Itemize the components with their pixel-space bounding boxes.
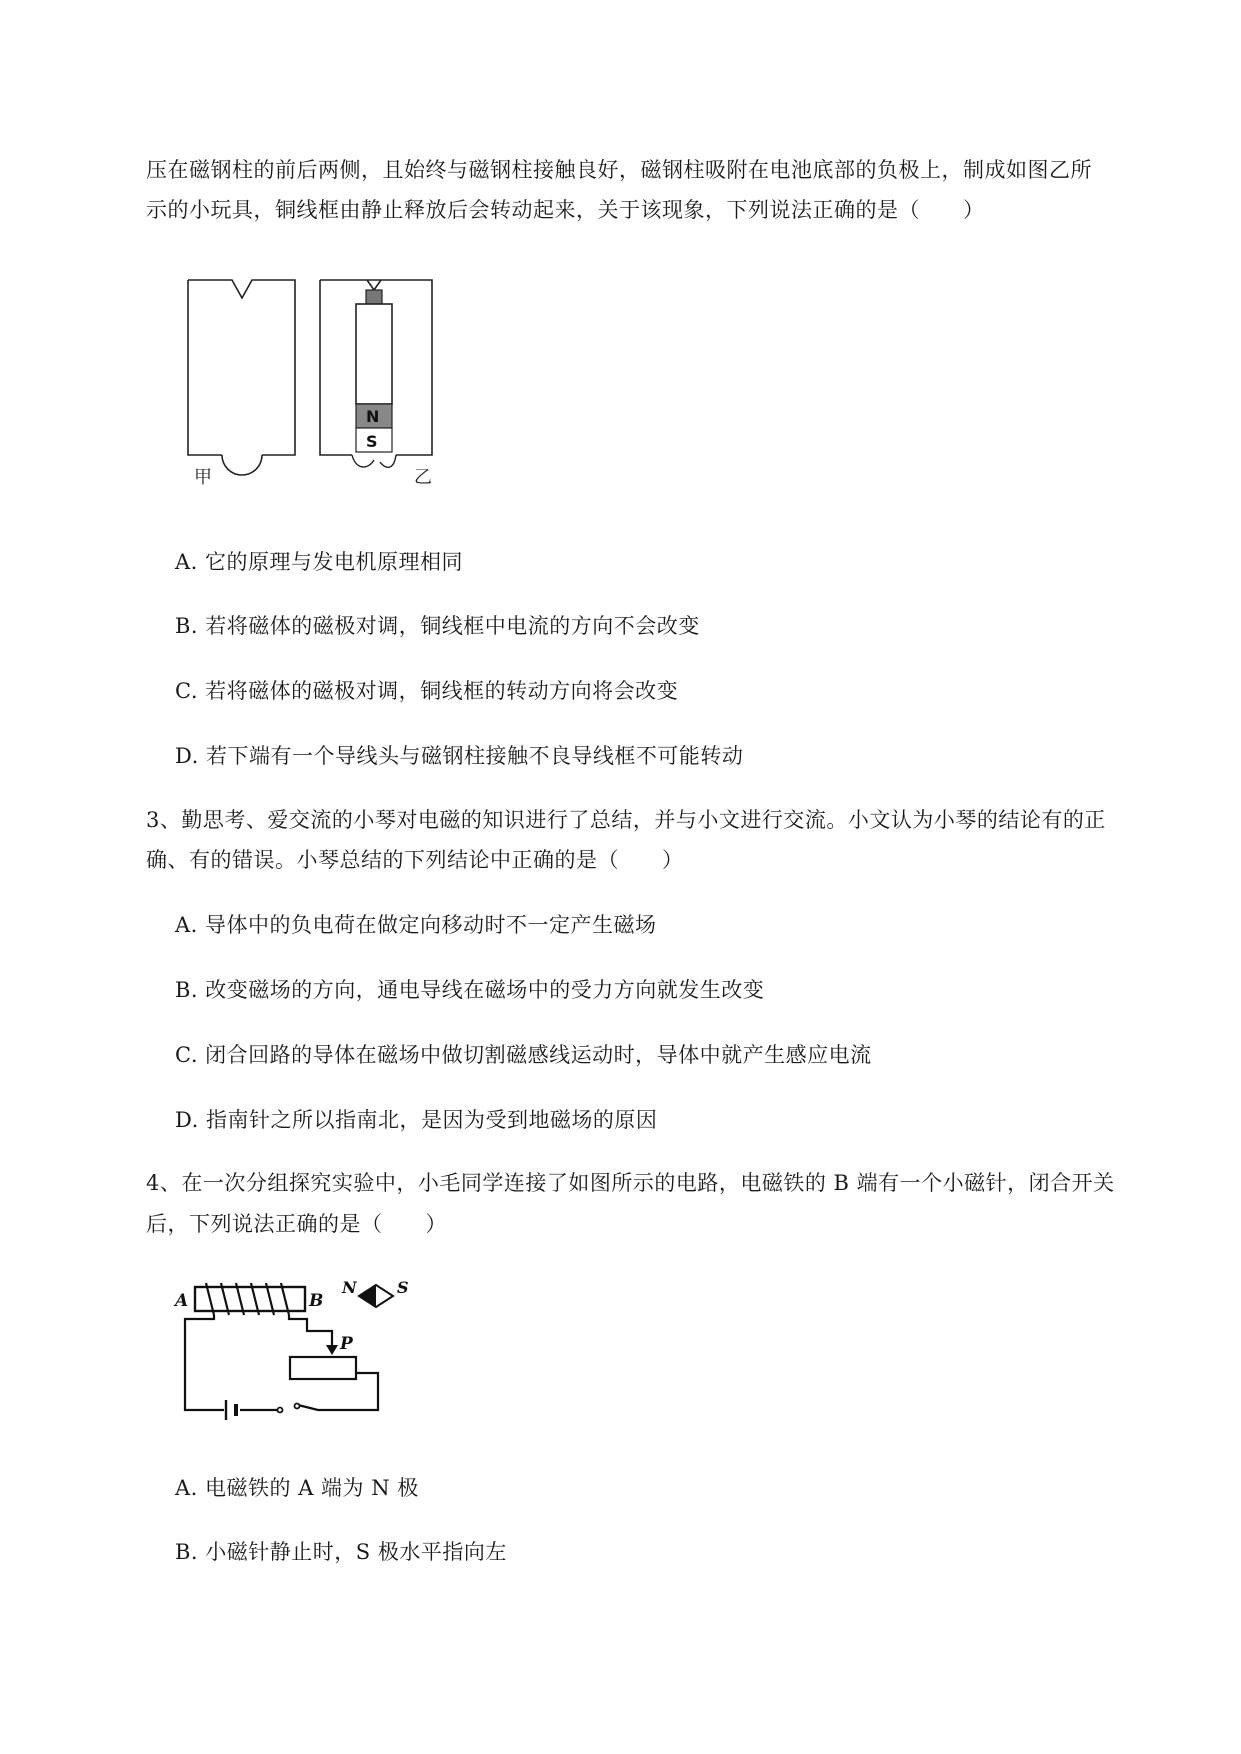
- q4-circuit-figure: [170, 1275, 440, 1430]
- q3-option-b: B. 改变磁场的方向，通电导线在磁场中的受力方向就发生改变: [175, 978, 765, 1002]
- magnet-s-label: S: [366, 432, 378, 451]
- magnet-n-label: N: [366, 407, 380, 426]
- battery-body: [356, 304, 392, 404]
- switch-contact: [295, 1404, 300, 1409]
- figure-jia-label: 甲: [194, 467, 212, 488]
- switch-pivot: [278, 1408, 283, 1413]
- figure-yi-label: 乙: [414, 467, 432, 488]
- figure-jia-frame: [188, 280, 295, 475]
- q3-option-c: C. 闭合回路的导体在磁场中做切割磁感线运动时，导体中就产生感应电流: [175, 1043, 872, 1067]
- q2-stem-line1: 压在磁钢柱的前后两侧，且始终与磁钢柱接触良好，磁钢柱吸附在电池底部的负极上，制成如图乙所: [146, 158, 1092, 182]
- q2-figure: [180, 270, 460, 495]
- needle-label-s: S: [397, 1278, 409, 1297]
- rheostat: [290, 1357, 356, 1379]
- coil-label-b: B: [309, 1291, 324, 1311]
- q2-option-d: D. 若下端有一个导线头与磁钢柱接触不良导线框不可能转动: [175, 744, 744, 768]
- q2-stem-line2: 示的小玩具，铜线框由静止释放后会转动起来，关于该现象，下列说法正确的是（ ）: [146, 198, 985, 222]
- q3-stem-line1: 3、勤思考、爱交流的小琴对电磁的知识进行了总结，并与小文进行交流。小文认为小琴的结论有的正: [146, 808, 1106, 832]
- slider-arrow: [326, 1345, 338, 1355]
- q3-option-d: D. 指南针之所以指南北，是因为受到地磁场的原因: [175, 1108, 658, 1132]
- q3-stem-line2: 确、有的错误。小琴总结的下列结论中正确的是（ ）: [146, 848, 684, 872]
- battery-symbol: [226, 1400, 236, 1420]
- needle-label-n: N: [342, 1278, 357, 1297]
- battery-cap: [366, 290, 382, 304]
- q2-option-b: B. 若将磁体的磁极对调，铜线框中电流的方向不会改变: [175, 614, 700, 638]
- q2-option-a: A. 它的原理与发电机原理相同: [175, 550, 464, 574]
- q4-option-b: B. 小磁针静止时，S 极水平指向左: [175, 1540, 507, 1564]
- q2-option-c: C. 若将磁体的磁极对调，铜线框的转动方向将会改变: [175, 679, 679, 703]
- rheostat-label-p: P: [340, 1334, 353, 1354]
- q4-option-a: A. 电磁铁的 A 端为 N 极: [175, 1476, 419, 1500]
- magnetic-needle: [359, 1285, 393, 1307]
- q4-stem-line1: 4、在一次分组探究实验中，小毛同学连接了如图所示的电路，电磁铁的 B 端有一个小磁针，闭合开关: [146, 1171, 1115, 1195]
- q3-option-a: A. 导体中的负电荷在做定向移动时不一定产生磁场: [175, 913, 657, 937]
- coil-label-a: A: [175, 1291, 189, 1311]
- q4-stem-line2: 后，下列说法正确的是（ ）: [146, 1212, 447, 1236]
